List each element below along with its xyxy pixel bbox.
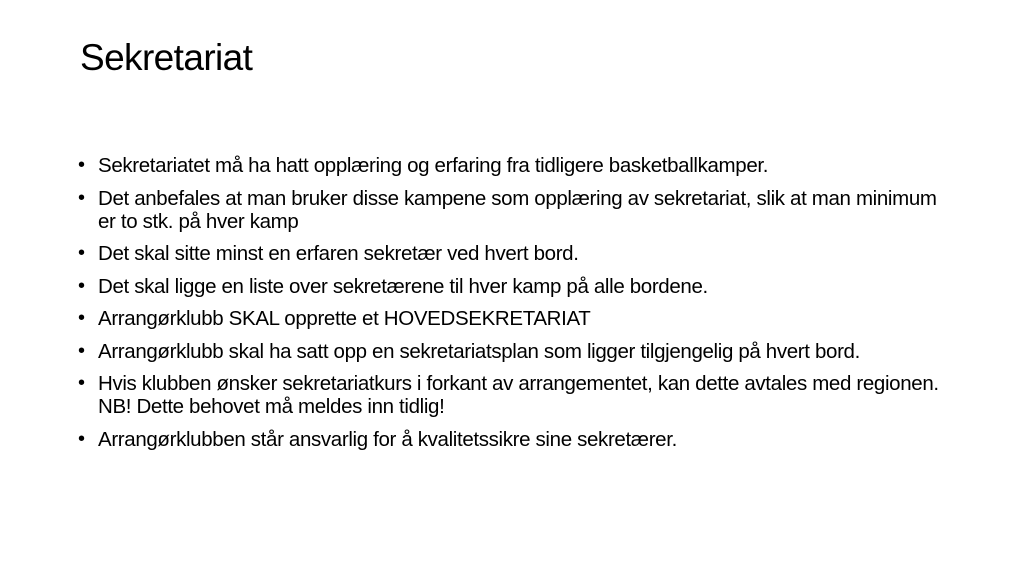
bullet-text: Arrangørklubb skal ha satt opp en sekretariatsplan som ligger tilgjengelig på hvert bord. [98,339,860,363]
bullet-dot-icon: • [78,427,85,450]
bullet-text: Det anbefales at man bruker disse kampene som opplæring av sekretariat, slik at man minimum er to stk. på hver kamp [98,186,937,233]
bullet-dot-icon: • [78,274,85,297]
bullet-dot-icon: • [78,186,85,209]
bullet-item [78,307,958,330]
bullet-text: Det skal ligge en liste over sekretærene til hver kamp på alle bordene. [98,274,708,298]
bullet-list [78,154,958,460]
bullet-item [78,428,958,451]
bullet-dot-icon: • [78,242,85,264]
bullet-item [78,154,958,177]
bullet-text: Arrangørklubben står ansvarlig for å kvalitetssikre sine sekretærer. [98,427,677,451]
bullet-dot-icon: • [78,339,85,362]
bullet-item [78,187,958,233]
bullet-item [78,275,958,298]
bullet-dot-icon: • [78,372,85,394]
bullet-text: Det skal sitte minst en erfaren sekretær ved hvert bord. [98,242,579,265]
bullet-item [78,242,958,265]
bullet-dot-icon: • [78,307,85,329]
bullet-text: Arrangørklubb SKAL opprette et HOVEDSEKRETARIAT [98,307,591,330]
bullet-text: Sekretariatet må ha hatt opplæring og erfaring fra tidligere basketballkamper. [98,154,769,177]
bullet-item [78,340,958,363]
bullet-item [78,372,958,418]
bullet-text: Hvis klubben ønsker sekretariatkurs i forkant av arrangementet, kan dette avtales med regionen. NB! Dette behovet må meldes inn tidlig! [98,372,939,418]
bullet-dot-icon: • [78,154,85,176]
slide-title: Sekretariat [80,37,253,78]
